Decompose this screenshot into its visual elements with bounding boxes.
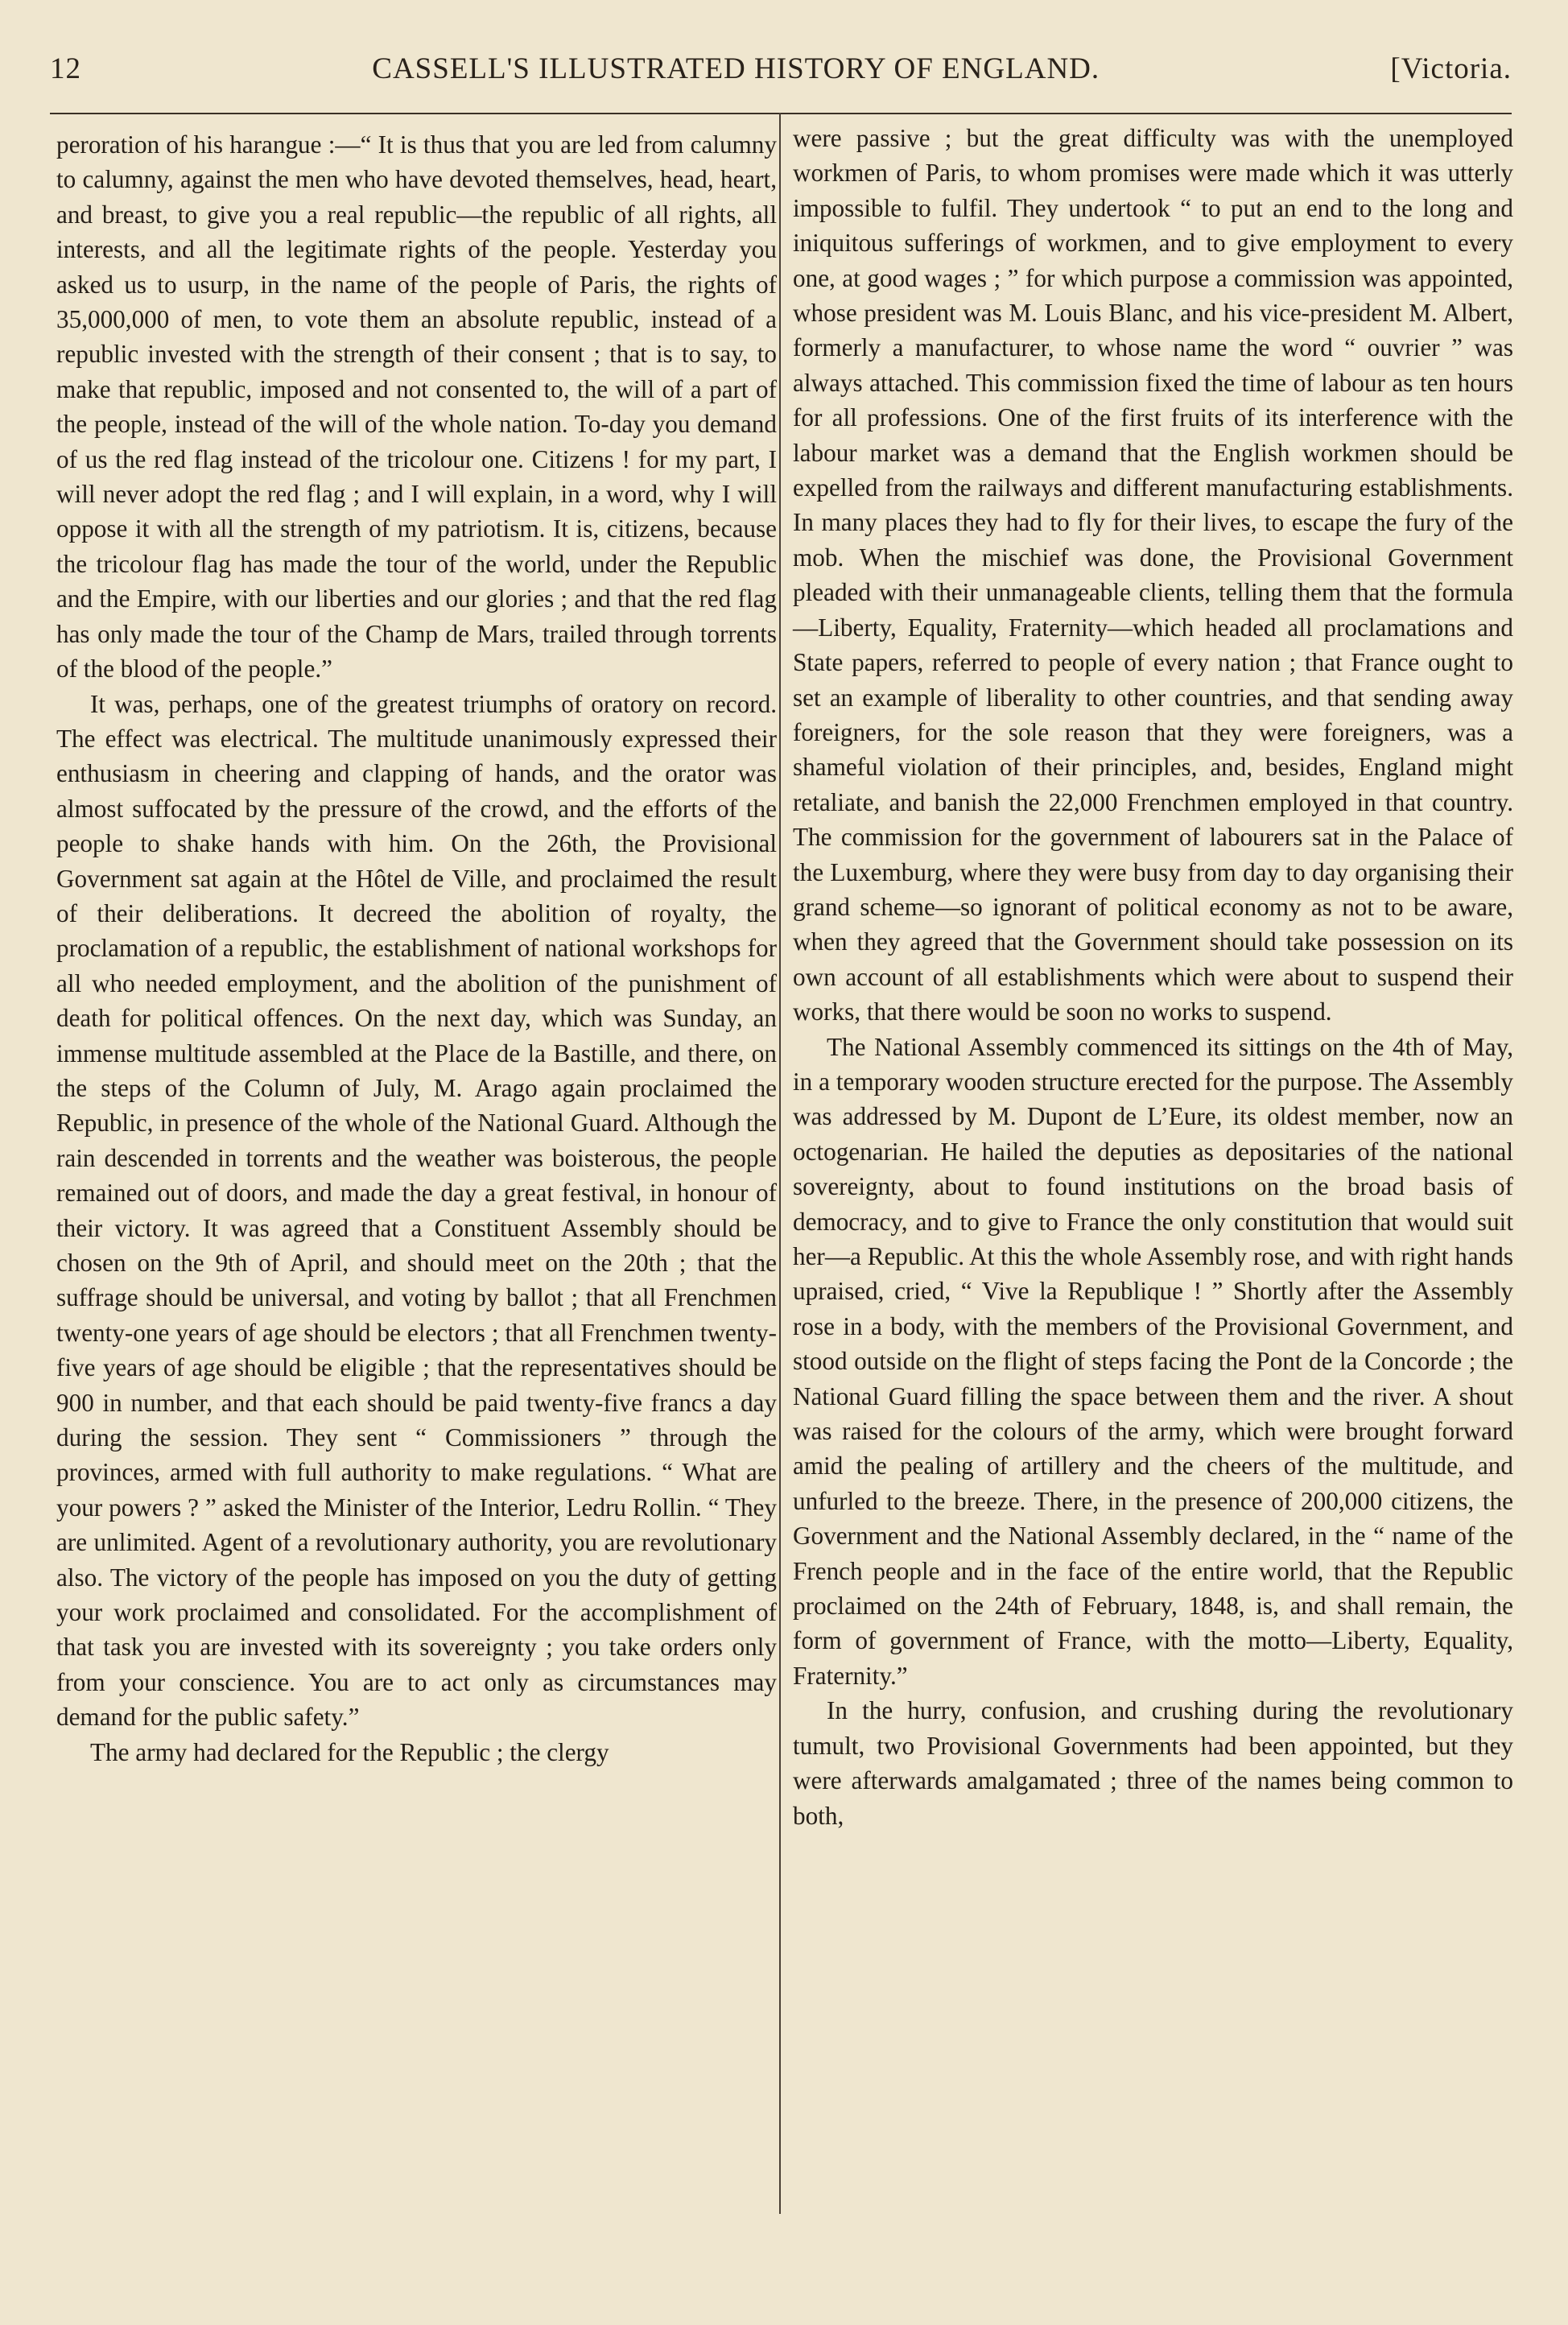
paragraph: were passive ; but the great difficulty was with the unemployed workmen of Paris, to whom promises were made which it was utterly impossible to fulfil. They undertook “ to put an end to the long and iniquitous sufferings of workmen, and to give employment to every one, at good wages ; ” for which purpose a commission was appointed, whose president was M. Louis Blanc, and his vice-president M. Albert, formerly a manufacturer, to whose name the word “ ouvrier ” was always attached. This commission fixed the time of labour as ten hours for all professions. One of the first fruits of its interference with the labour market was a demand that the English workmen should be expelled from the railways and different manufacturing establishments. In many places they had to fly for their lives, to escape the fury of the mob. When the mischief was done, the Provisional Government pleaded with their unmanageable clients, telling them that the formula—Liberty, Equality, Fraternity—which headed all proclamations and State papers, referred to people of every nation ; that France ought to set an example of liberality to other countries, and that sending away foreigners, for the sole reason that they were foreigners, was a shameful violation of their principles, and, besides, England might retaliate, and banish the 22,000 Frenchmen employed in that country. The commission for the government of labourers sat in the Palace of the Luxemburg, where they were busy from day to day organising their grand scheme—so ignorant of political economy as not to be aware, when they agreed that the Government should take possession on its own account of all establishments which were about to suspend their works, that there would be soon no works to suspend.	[793, 124, 1513, 1026]
running-header	[50, 52, 1512, 100]
paragraph: It was, perhaps, one of the greatest triumphs of oratory on record. The effect was electrical. The multitude unanimously expressed their enthusiasm in cheering and clapping of hands, and the orator was almost suffocated by the pressure of the crowd, and the efforts of the people to shake hands with him. On the 26th, the Provisional Government sat again at the Hôtel de Ville, and proclaimed the result of their deliberations. It decreed the abolition of royalty, the proclamation of a republic, the establishment of national workshops for all who needed employment, and the abolition of the punishment of death for political offences. On the next day, which was Sunday, an immense multitude assembled at the Place de la Bastille, and there, on the steps of the Column of July, M. Arago again proclaimed the Republic, in presence of the whole of the National Guard. Although the rain descended in torrents and the weather was boisterous, the people remained out of doors, and made the day a great festival, in honour of their victory. It was agreed that a Constituent Assembly should be chosen on the 9th of April, and should meet on the 20th ; that the suffrage should be universal, and voting by ballot ; that all Frenchmen twenty-one years of age should be electors ; that all Frenchmen twenty-five years of age should be eligible ; that the representatives should be 900 in number, and that each should be paid twenty-five francs a day during the session. They sent “ Commissioners ” through the provinces, armed with full authority to make regulations. “ What are your powers ? ” asked the Minister of the Interior, Ledru Rollin. “ They are unlimited. Agent of a revolutionary authority, you are revolutionary also. The victory of the people has imposed on you the duty of getting your work proclaimed and consolidated. For the accomplishment of that task you are invested with its sovereignty ; you take orders only from your conscience. You are to act only as circumstances may demand for the public safety.”	[56, 689, 777, 1732]
running-title: CASSELL'S ILLUSTRATED HISTORY OF ENGLAND.	[372, 52, 1100, 85]
right-column	[793, 121, 1513, 1833]
page-number: 12	[50, 52, 81, 85]
paragraph: The National Assembly commenced its sittings on the 4th of May, in a temporary wooden structure erected for the purpose. The Assembly was addressed by M. Dupont de L’Eure, its oldest member, now an octogenarian. He hailed the deputies as depositaries of the national sovereignty, about to found institutions on the broad basis of democracy, and to give to France the only constitution that would suit her—a Republic. At this the whole Assembly rose, and with right hands upraised, cried, “ Vive la Republique ! ” Shortly after the Assembly rose in a body, with the members of the Provisional Government, and stood outside on the flight of steps facing the Pont de la Concorde ; the National Guard filling the space between them and the river. A shout was raised for the colours of the army, which were brought forward amid the pealing of artillery and the cheers of the multitude, and unfurled to the breeze. There, in the presence of 200,000 citizens, the Government and the National Assembly declared, in the “ name of the French people and in the face of the entire world, that the Republic proclaimed on the 24th of February, 1848, is, and shall remain, the form of government of France, with the motto—Liberty, Equality, Fraternity.”	[793, 1032, 1513, 1690]
left-column	[56, 127, 777, 1770]
column-divider	[779, 113, 781, 2214]
paragraph: In the hurry, confusion, and crushing during the revolutionary tumult, two Provisional Governments had been appointed, but they were afterwards amalgamated ; three of the names being common to both,	[793, 1696, 1513, 1830]
header-rule	[50, 113, 1512, 114]
section-label: [Victoria.	[1390, 52, 1512, 85]
paragraph: peroration of his harangue :—“ It is thus that you are led from calumny to calumny, against the men who have devoted themselves, head, heart, and breast, to give you a real republic—the republic of all rights, all interests, and all the legitimate rights of the people. Yesterday you asked us to usurp, in the name of the people of Paris, the rights of 35,000,000 of men, to vote them an absolute republic, instead of a republic invested with the strength of their consent ; that is to say, to make that republic, imposed and not consented to, the will of a part of the people, instead of the will of the whole nation. To-day you demand of us the red flag instead of the tricolour one. Citizens ! for my part, I will never adopt the red flag ; and I will explain, in a word, why I will oppose it with all the strength of my patriotism. It is, citizens, because the tricolour flag has made the tour of the world, under the Republic and the Empire, with our liberties and our glories ; and that the red flag has only made the tour of the Champ de Mars, trailed through torrents of the blood of the people.”	[56, 130, 777, 683]
paragraph: The army had declared for the Republic ; the clergy	[90, 1737, 609, 1766]
